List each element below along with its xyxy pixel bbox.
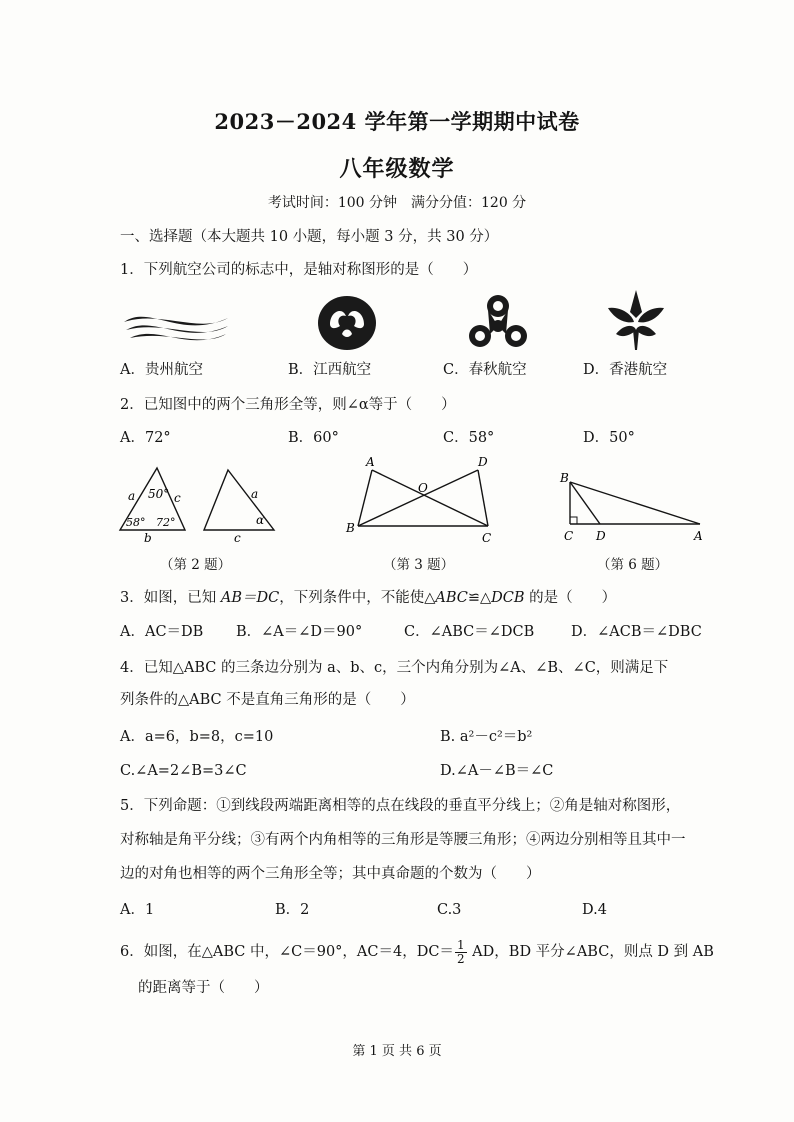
q1-option-a: A．贵州航空 bbox=[120, 362, 203, 378]
figure-3-diagram bbox=[340, 454, 500, 546]
fig2-label-alpha: α bbox=[256, 513, 265, 527]
jiangxi-airlines-logo bbox=[316, 294, 378, 352]
question-5-line3: 边的对角也相等的两个三角形全等；其中真命题的个数为（ ） bbox=[120, 866, 541, 882]
question-4-line1: 4．已知△ABC 的三条边分别为 a、b、c，三个内角分别为∠A、∠B、∠C，则满足下 bbox=[120, 660, 669, 676]
q2-option-c: C．58° bbox=[443, 430, 495, 446]
question-1-stem: 1．下列航空公司的标志中，是轴对称图形的是（ ） bbox=[120, 262, 478, 278]
fig2-label-72: 72° bbox=[156, 516, 176, 529]
figure-3-caption: （第 3 题） bbox=[383, 557, 455, 573]
q4-option-c: C.∠A=2∠B=3∠C bbox=[120, 763, 247, 779]
fig2-label-c2: c bbox=[234, 531, 241, 544]
question-6-line2: 的距离等于（ ） bbox=[138, 980, 269, 996]
fig3-label-d: D bbox=[478, 455, 488, 469]
fig6-label-c: C bbox=[564, 529, 574, 542]
question-4-line2: 列条件的△ABC 不是直角三角形的是（ ） bbox=[120, 692, 415, 708]
fraction-one-half: $\frac{1}{2}$ bbox=[456, 937, 465, 966]
fig6-label-a: A bbox=[694, 529, 703, 542]
q4-option-d: D.∠A－∠B＝∠C bbox=[440, 763, 554, 779]
section-heading: 一、选择题（本大题共 10 小题，每小题 3 分，共 30 分） bbox=[120, 229, 499, 245]
q3-option-c: C．∠ABC＝∠DCB bbox=[404, 624, 535, 640]
question-6-line1: 6．如图，在△ABC 中，∠C＝90°，AC＝4，DC＝ $\frac{1}{2}$ AD，BD 平分∠ABC，则点 D 到 AB bbox=[120, 937, 714, 966]
q2-option-a: A．72° bbox=[120, 430, 171, 446]
hong-kong-airlines-logo bbox=[606, 288, 666, 352]
q5-option-a: A．1 bbox=[120, 902, 155, 918]
figure-2-caption: （第 2 题） bbox=[160, 557, 232, 573]
q1-option-c: C．春秋航空 bbox=[443, 362, 527, 378]
fig2-label-a: a bbox=[128, 489, 136, 503]
question-2-stem: 2．已知图中的两个三角形全等，则∠α等于（ ） bbox=[120, 397, 456, 413]
fig2-label-a2: a bbox=[251, 487, 259, 501]
guizhou-airlines-logo bbox=[120, 300, 232, 350]
exam-info: 考试时间：100 分钟 满分分值：120 分 bbox=[267, 195, 527, 211]
q2-option-b: B．60° bbox=[288, 430, 339, 446]
q3-option-a: A．AC＝DB bbox=[120, 624, 204, 640]
exam-subtitle: 八年级数学 bbox=[339, 156, 455, 182]
fig2-label-58: 58° bbox=[126, 516, 146, 529]
q2-option-d: D．50° bbox=[583, 430, 635, 446]
q1-option-d: D．香港航空 bbox=[583, 362, 668, 378]
fig2-label-50: 50° bbox=[148, 487, 170, 501]
figure-2-triangles bbox=[110, 462, 285, 544]
figure-6-caption: （第 6 题） bbox=[597, 557, 669, 573]
exam-title: 2023－2024 学年第一学期期中试卷 bbox=[214, 109, 580, 134]
page-footer: 第 1 页 共 6 页 bbox=[352, 1044, 442, 1059]
q3-option-b: B．∠A＝∠D＝90° bbox=[236, 624, 363, 640]
question-3-stem: 3．如图，已知 AB＝DC，下列条件中，不能使△ABC≌△DCB 的是（ ） bbox=[120, 590, 617, 606]
q4-option-b: B. a²－c²＝b² bbox=[440, 729, 533, 745]
fig2-label-b: b bbox=[144, 531, 152, 544]
question-5-line2: 对称轴是角平分线；③有两个内角相等的三角形是等腰三角形；④两边分别相等且其中一 bbox=[120, 832, 686, 848]
q4-option-a: A．a=6，b=8，c=10 bbox=[120, 729, 274, 745]
q3-option-d: D．∠ACB＝∠DBC bbox=[571, 624, 702, 640]
q1-option-b: B．江西航空 bbox=[288, 362, 372, 378]
fig3-label-a: A bbox=[366, 455, 375, 469]
figure-6-diagram bbox=[556, 470, 716, 542]
fig3-label-c: C bbox=[482, 531, 492, 545]
fig2-label-c: c bbox=[174, 491, 181, 505]
fig6-label-b: B bbox=[560, 471, 569, 485]
fig6-label-d: D bbox=[596, 529, 606, 542]
q5-option-d: D.4 bbox=[582, 902, 607, 918]
spring-airlines-logo bbox=[466, 292, 530, 354]
fig3-label-b: B bbox=[346, 521, 355, 535]
question-5-line1: 5．下列命题：①到线段两端距离相等的点在线段的垂直平分线上；②角是轴对称图形， bbox=[120, 798, 681, 814]
q5-option-b: B．2 bbox=[275, 902, 310, 918]
fig3-label-o: O bbox=[418, 481, 428, 495]
q5-option-c: C.3 bbox=[437, 902, 462, 918]
